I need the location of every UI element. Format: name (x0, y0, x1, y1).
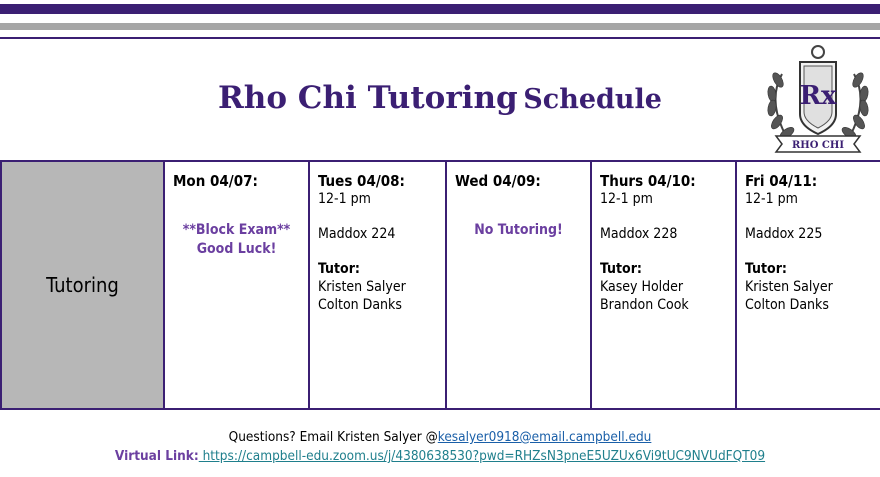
email-link[interactable]: kesalyer0918@email.campbell.edu (437, 429, 652, 445)
day-header: Fri 04/11: (745, 172, 818, 190)
session-time: 12-1 pm (600, 191, 653, 207)
tutor-name: Colton Danks (318, 297, 402, 313)
tutor-name: Kristen Salyer (745, 279, 833, 295)
day-header: Tues 04/08: (318, 172, 405, 190)
top-stripe-thin (0, 37, 880, 39)
top-stripe-purple (0, 4, 880, 14)
questions-text: Questions? Email Kristen Salyer @ (228, 429, 438, 445)
tutor-name: Colton Danks (745, 297, 829, 313)
page-title (0, 80, 880, 116)
tutor-label: Tutor: (745, 261, 787, 277)
session-room: Maddox 224 (318, 226, 396, 242)
note-line: Good Luck! (196, 241, 277, 257)
tutor-label: Tutor: (600, 261, 642, 277)
tutor-name: Kristen Salyer (318, 279, 406, 295)
day-header: Wed 04/09: (455, 172, 541, 190)
title-main: Rho Chi Tutoring (218, 80, 518, 116)
note-line: No Tutoring! (474, 222, 563, 238)
day-header: Mon 04/07: (173, 172, 258, 190)
session-time: 12-1 pm (318, 191, 371, 207)
day-note (173, 221, 300, 259)
zoom-link[interactable]: https://campbell-edu.zoom.us/j/4380638530?pwd=RHZsN3pneE5UZUx6Vi9tUC9NVUdFQT09 (198, 448, 766, 464)
note-line: **Block Exam** (182, 222, 291, 238)
session-room: Maddox 228 (600, 226, 678, 242)
day-cell-tue (309, 161, 446, 409)
tutor-label: Tutor: (318, 261, 360, 277)
day-cell-wed (446, 161, 591, 409)
day-header: Thurs 04/10: (600, 172, 696, 190)
day-note (455, 221, 582, 240)
day-cell-thu (591, 161, 736, 409)
tutor-name: Brandon Cook (600, 297, 689, 313)
day-cell-mon (164, 161, 309, 409)
title-schedule: Schedule (523, 84, 662, 115)
tutor-name: Kasey Holder (600, 279, 684, 295)
day-cell-fri (736, 161, 880, 409)
questions-line (0, 428, 880, 447)
virtual-link-line (0, 447, 880, 466)
footer (0, 428, 880, 466)
row-label-tutoring: Tutoring (1, 161, 164, 409)
session-room: Maddox 225 (745, 226, 823, 242)
schedule-table (0, 160, 880, 410)
crest-banner-text: RHO CHI (791, 140, 845, 151)
session-time: 12-1 pm (745, 191, 798, 207)
top-stripe-gray (0, 23, 880, 30)
crest-letters: Rx (799, 81, 837, 111)
rho-chi-crest-logo (762, 44, 874, 158)
virtual-link-label: Virtual Link: (114, 448, 199, 464)
